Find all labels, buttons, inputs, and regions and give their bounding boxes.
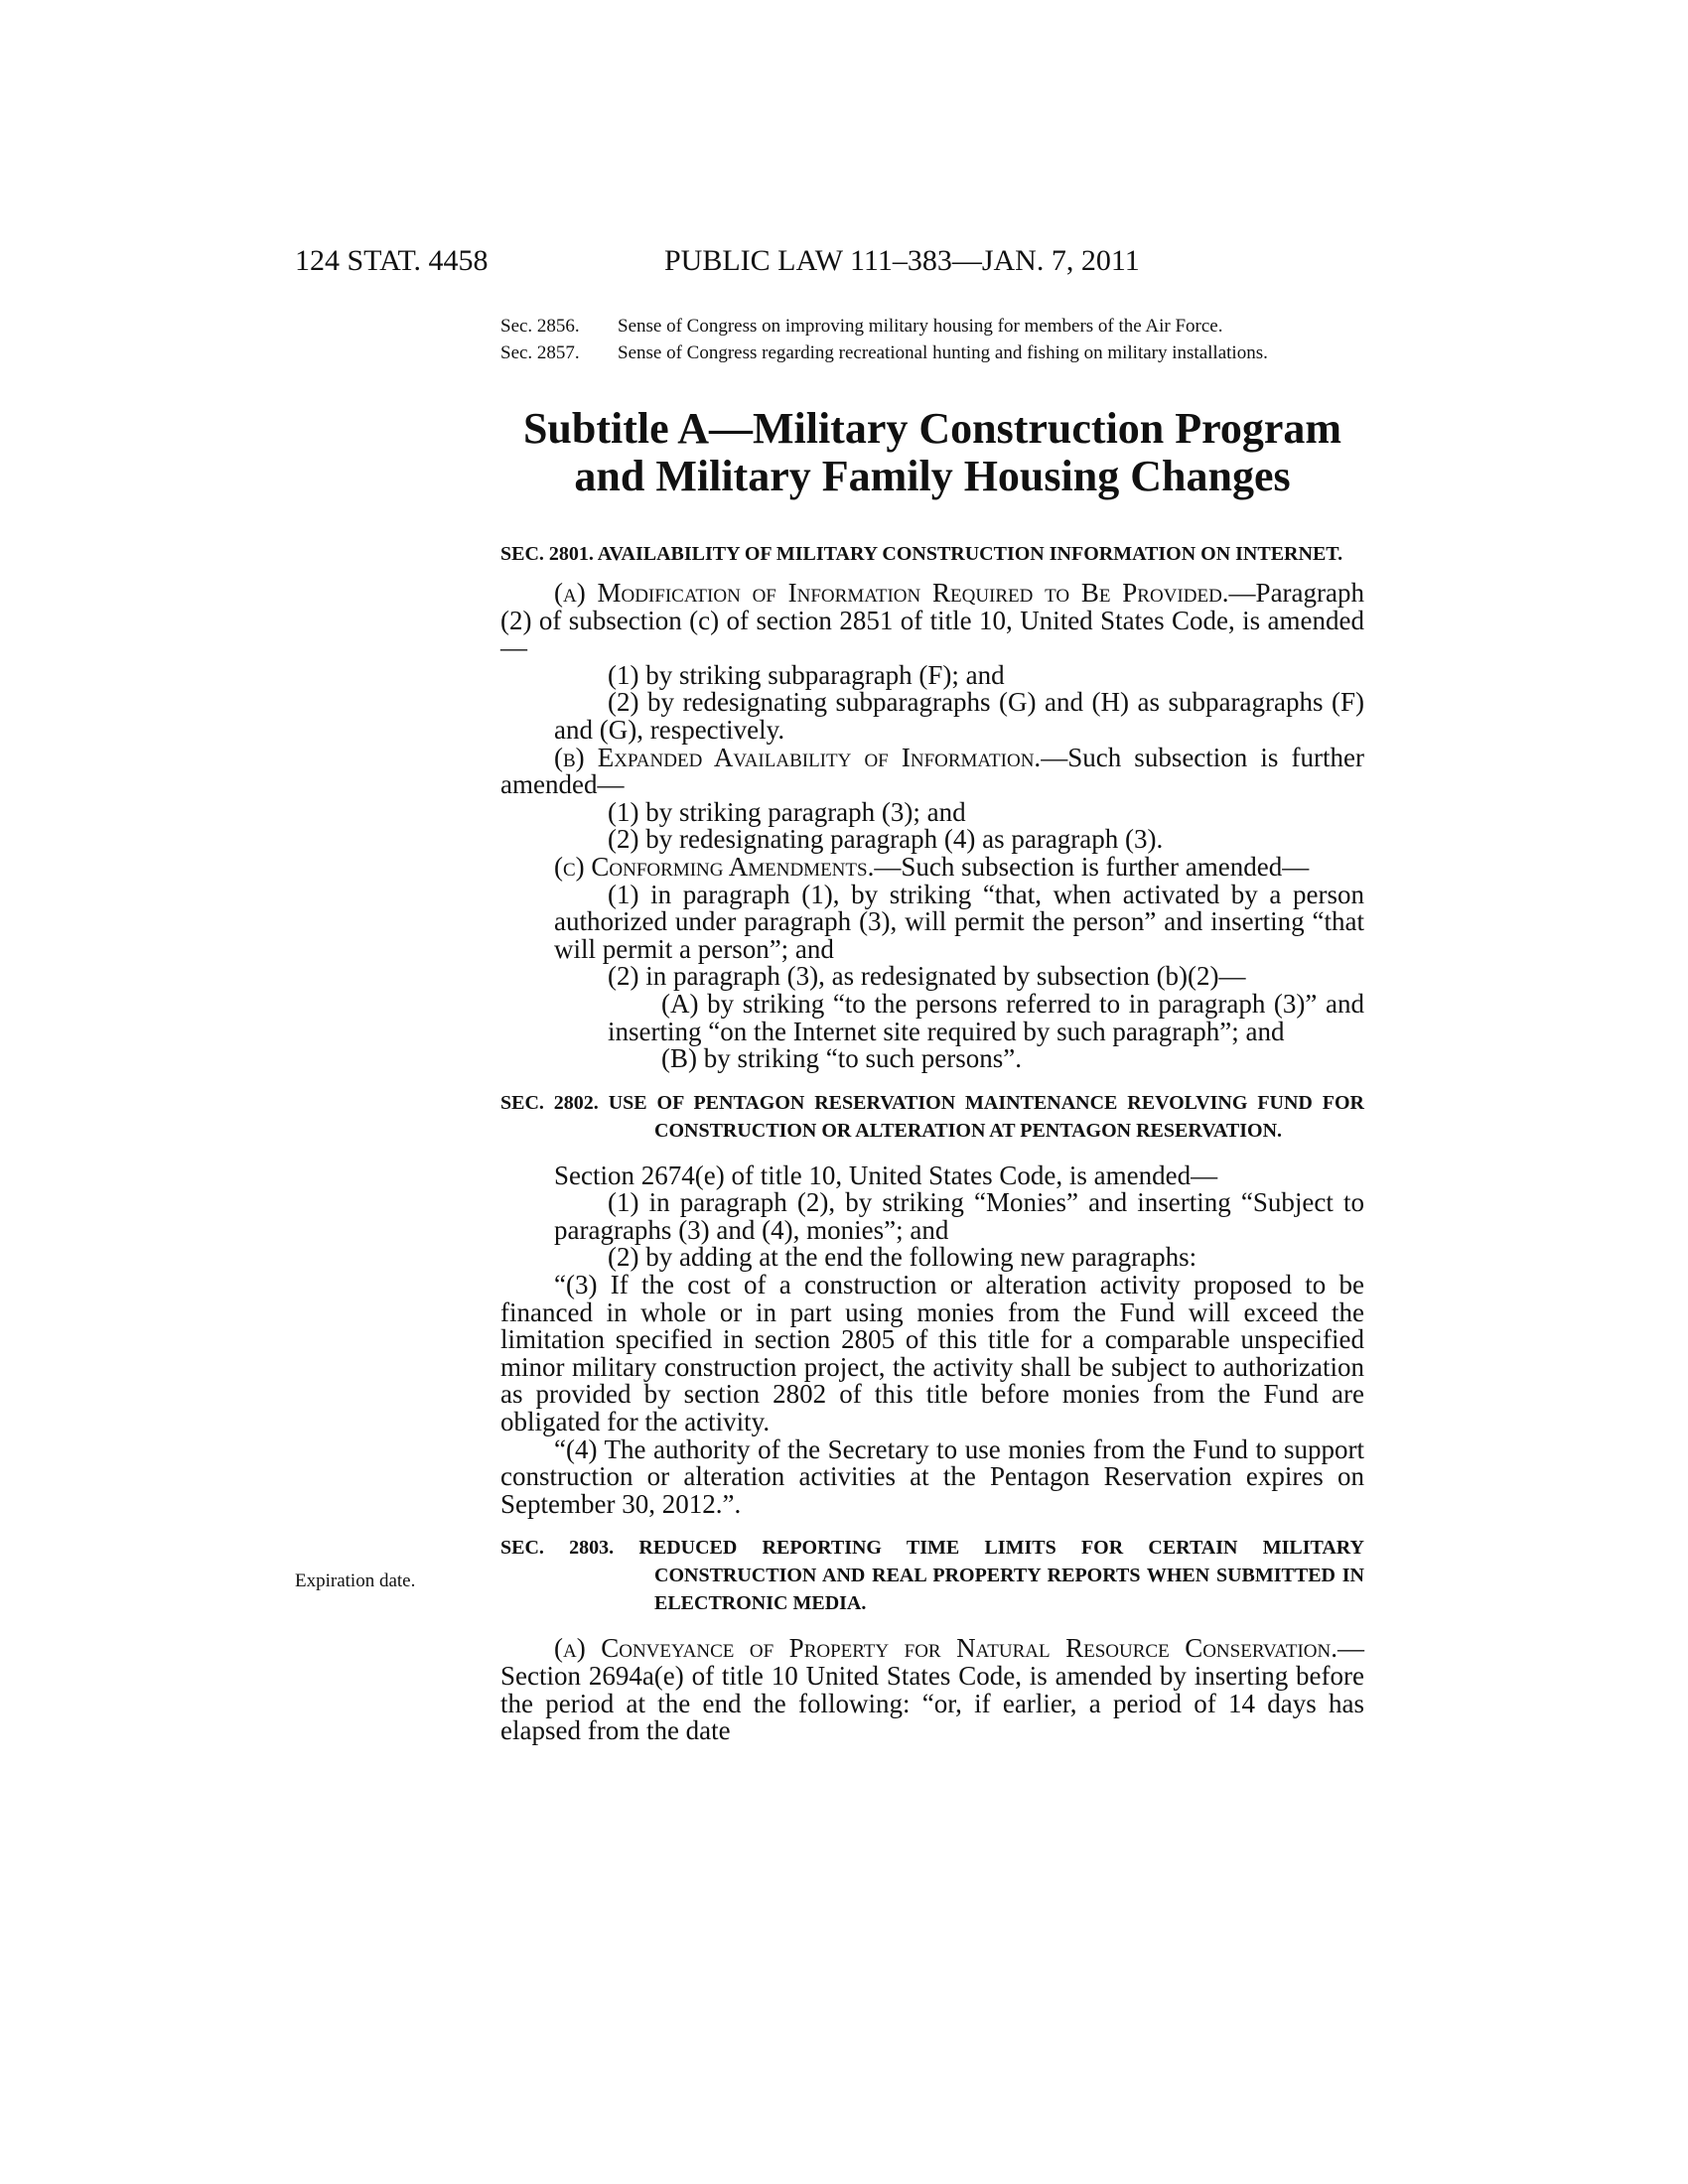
section-2802-intro: Section 2674(e) of title 10, United States Code, is amended— <box>554 1160 1218 1190</box>
section-2801-c-subparagraph-A: (A) by striking “to the persons referred to in paragraph (3)” and inserting “on the Internet site required by such paragraph”; and <box>608 988 1364 1046</box>
toc-section-number: Sec. 2857. <box>500 342 580 363</box>
section-2801-subsection-a <box>500 580 1364 662</box>
section-2802-heading: SEC. 2802. USE OF PENTAGON RESERVATION MAINTENANCE REVOLVING FUND FOR CONSTRUCTION OR ALTERATION AT PENTAGON RESERVATION. <box>500 1091 1364 1142</box>
section-2801-subsection-b <box>500 742 1365 800</box>
subsection-text: —Section 2694a(e) of title 10 United States Code, is amended by inserting before the period at the end the following: “or, if earlier, a period of 14 days has elapsed from the date <box>500 1633 1364 1746</box>
section-2802-paragraph-2: (2) by adding at the end the following new paragraphs: <box>608 1242 1197 1273</box>
spacer <box>500 1073 1364 1089</box>
toc-section-title: Sense of Congress on improving military housing for members of the Air Force. <box>618 316 1223 337</box>
section-2801-subsection-c <box>500 851 1364 882</box>
subsection-text: —Such subsection is further amended— <box>500 742 1365 800</box>
section-2803-subsection-a <box>500 1635 1364 1744</box>
section-2802-new-paragraph-3: “(3) If the cost of a construction or alteration activity proposed to be financed in whole or in part using monies from the Fund will exceed the limitation specified in section 2805 of this title for a comparable unspecified minor military construction project, the activity shall be subject to authorization as provided by section 2802 of this title before monies from the Fund are obligated for the activity. <box>500 1270 1364 1437</box>
section-2801-b-paragraph-2: (2) by redesignating paragraph (4) as paragraph (3). <box>608 824 1164 855</box>
subtitle-line-2: and Military Family Housing Changes <box>574 452 1291 500</box>
page-header <box>295 244 1347 284</box>
subsection-caption: (a) Modification of Information Required to Be Provided. <box>554 578 1229 608</box>
subsection-caption: (b) Expanded Availability of Information. <box>554 742 1042 772</box>
margin-note-expiration: Expiration date. <box>295 1570 416 1591</box>
section-2801-b-paragraph-1: (1) by striking paragraph (3); and <box>608 796 966 827</box>
statute-page-number: 124 STAT. 4458 <box>295 244 489 277</box>
toc-section-title: Sense of Congress regarding recreational hunting and fishing on military installations. <box>618 342 1268 363</box>
section-2803-heading: SEC. 2803. REDUCED REPORTING TIME LIMITS FOR CERTAIN MILITARY CONSTRUCTION AND REAL PROPERTY REPORTS WHEN SUBMITTED IN ELECTRONIC MEDIA. <box>500 1537 1364 1615</box>
section-2801-c-paragraph-1: (1) in paragraph (1), by striking “that, when activated by a person authorized under paragraph (3), will permit the person” and inserting “that will permit a person”; and <box>554 879 1364 964</box>
table-of-contents <box>500 316 1364 363</box>
subsection-text: —Such subsection is further amended— <box>874 851 1310 882</box>
public-law-title: PUBLIC LAW 111–383—JAN. 7, 2011 <box>664 244 1140 277</box>
section-2801-c-subparagraph-B: (B) by striking “to such persons”. <box>661 1043 1022 1074</box>
section-2801-a-paragraph-1: (1) by striking subparagraph (F); and <box>608 659 1005 690</box>
toc-entry <box>500 342 1364 363</box>
section-2802-new-paragraph-4: “(4) The authority of the Secretary to use monies from the Fund to support construction or alteration activities at the Pentagon Reservation expires on September 30, 2012.”. <box>500 1433 1364 1519</box>
toc-entry <box>500 316 1364 337</box>
section-2801-a-paragraph-2: (2) by redesignating subparagraphs (G) and (H) as subparagraphs (F) and (G), respectively. <box>554 687 1364 745</box>
toc-section-number: Sec. 2856. <box>500 316 580 337</box>
document-body <box>500 316 1364 1745</box>
section-2801-c-paragraph-2: (2) in paragraph (3), as redesignated by subsection (b)(2)— <box>608 961 1246 992</box>
section-2802-paragraph-1: (1) in paragraph (2), by striking “Monies” and inserting “Subject to paragraphs (3) and (4), monies”; and <box>554 1187 1364 1245</box>
subsection-text: —Paragraph (2) of subsection (c) of section 2851 of title 10, United States Code, is amended— <box>500 578 1364 663</box>
section-2801-heading: SEC. 2801. AVAILABILITY OF MILITARY CONSTRUCTION INFORMATION ON INTERNET. <box>500 543 1343 565</box>
subtitle-line-1: Subtitle A—Military Construction Program <box>522 404 1342 453</box>
subtitle-heading <box>500 405 1364 500</box>
subsection-caption: (a) Conveyance of Property for Natural Resource Conservation. <box>554 1633 1337 1664</box>
subsection-caption: (c) Conforming Amendments. <box>554 851 875 882</box>
spacer <box>500 1518 1364 1534</box>
